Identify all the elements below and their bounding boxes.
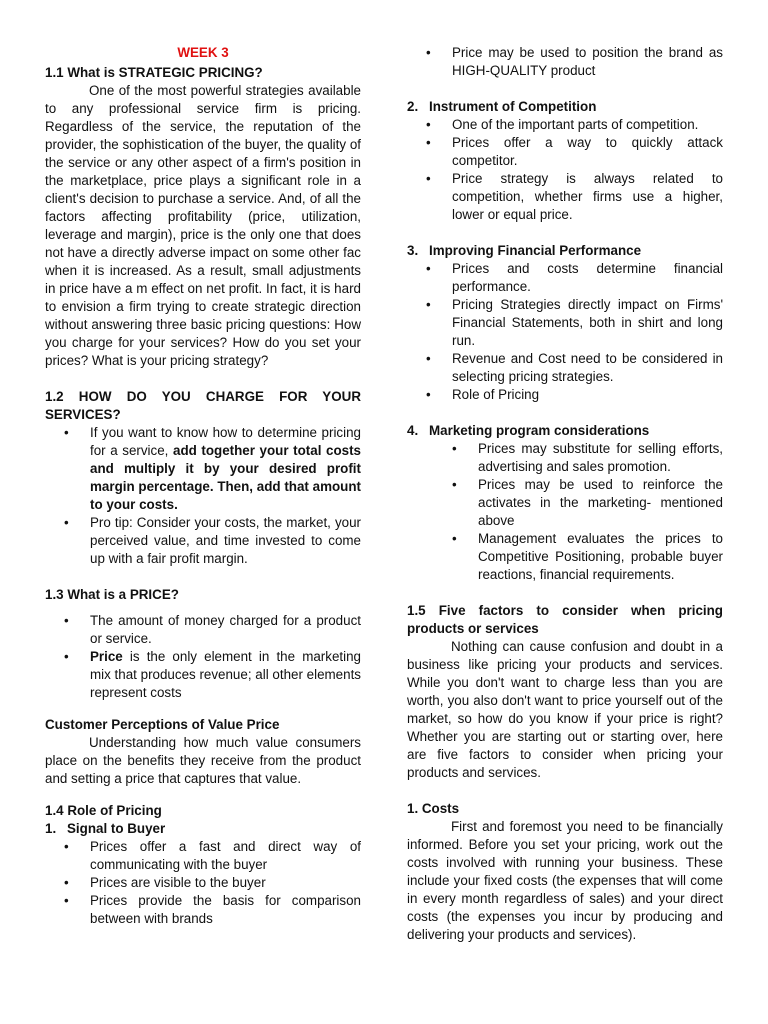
list-item: • If you want to know how to determine pricing for a service, add together your total costs and multiply it by your desired profit margin percentage. Then, add that amount to your costs. bbox=[90, 424, 361, 514]
customer-perceptions-heading: Customer Perceptions of Value Price bbox=[45, 717, 280, 732]
top-list bbox=[407, 44, 723, 80]
costs-body: First and foremost you need to be financially informed. Before you set your pricing, work out the costs involved with running your business. These include your fixed costs (the expenses that will come in every month regardless of sales) and your direct costs (the expenses you incur by producing and delivering your products and services). bbox=[407, 819, 723, 942]
list-item: • Role of Pricing bbox=[452, 386, 723, 404]
list-item: • Price is the only element in the marketing mix that produces revenue; all other elements represent costs bbox=[90, 648, 361, 702]
customer-perceptions-body: Understanding how much value consumers place on the benefits they receive from the product and setting a price that captures that value. bbox=[45, 735, 361, 786]
section-1-3-heading: 1.3 What is a PRICE? bbox=[45, 587, 179, 602]
marketing-program-list bbox=[407, 440, 723, 584]
list-item: • Pro tip: Consider your costs, the market, your perceived value, and time invested to come up with a fair profit margin. bbox=[90, 514, 361, 568]
costs-heading: 1. Costs bbox=[407, 801, 460, 816]
list-item: • Management evaluates the prices to Competitive Positioning, probable buyer reactions, financial requirements. bbox=[478, 530, 723, 584]
list-item: • Price may be used to position the brand as HIGH-QUALITY product bbox=[452, 44, 723, 80]
section-1-5-body: Nothing can cause confusion and doubt in a business like pricing your products and services. While you don't want to charge less than you are worth, you also don't want to price yourself out of the market, so how do you know if your price is right? Whether you are starting out or starting over, here are five factors to consider when pricing your products and services. bbox=[407, 639, 723, 780]
financial-performance-list bbox=[407, 260, 723, 404]
list-item: • Pricing Strategies directly impact on Firms' Financial Statements, both in shirt and long run. bbox=[452, 296, 723, 350]
list-item: • The amount of money charged for a product or service. bbox=[90, 612, 361, 648]
list-item: • Revenue and Cost need to be considered in selecting pricing strategies. bbox=[452, 350, 723, 386]
list-item: • Prices offer a way to quickly attack competitor. bbox=[452, 134, 723, 170]
section-1-1-body: One of the most powerful strategies available to any professional service firm is pricing. Regardless of the service, the reputation of the provider, the sophistication of the buyer, the quality of the service or any other aspect of a firm's position in the marketplace, price plays a significant role in a client's decision to purchase a service. And, of all the factors affecting profitability (price, utilization, leverage and margin), price is the only one that does not have a directly adverse impact on some other fac when it is increased. As a result, small adjustments in price have a m effect on net profit. In fact, it is hard to envision a firm trying to create strategic direction without answering three basic pricing questions: How you charge for your services? How do you set your prices? What is your pricing strategy? bbox=[45, 83, 361, 368]
signal-to-buyer-heading: 1. Signal to Buyer bbox=[45, 821, 166, 836]
section-1-2-list bbox=[45, 424, 361, 568]
marketing-program-heading: 4. Marketing program considerations bbox=[407, 423, 650, 438]
section-1-1-heading: 1.1 What is STRATEGIC PRICING? bbox=[45, 65, 263, 80]
list-item: • One of the important parts of competition. bbox=[452, 116, 723, 134]
list-item: • Prices and costs determine financial performance. bbox=[452, 260, 723, 296]
list-item: • Price strategy is always related to competition, whether firms use a higher, lower or equal price. bbox=[452, 170, 723, 224]
section-1-3-list bbox=[45, 612, 361, 702]
list-item: • Prices offer a fast and direct way of communicating with the buyer bbox=[90, 838, 361, 874]
instrument-of-competition-heading: 2. Instrument of Competition bbox=[407, 99, 597, 114]
section-1-5-heading: 1.5 Five factors to consider when pricing products or services bbox=[407, 603, 723, 636]
list-item: • Prices may be used to reinforce the activates in the marketing- mentioned above bbox=[478, 476, 723, 530]
financial-performance-heading: 3. Improving Financial Performance bbox=[407, 243, 642, 258]
section-1-2-heading: 1.2 HOW DO YOU CHARGE FOR YOUR SERVICES? bbox=[45, 389, 361, 422]
list-item: • Prices may substitute for selling efforts, advertising and sales promotion. bbox=[478, 440, 723, 476]
right-column bbox=[407, 44, 723, 944]
list-item: • Prices are visible to the buyer bbox=[90, 874, 361, 892]
list-item: • Prices provide the basis for comparison between with brands bbox=[90, 892, 361, 928]
instrument-of-competition-list bbox=[407, 116, 723, 224]
week-title: WEEK 3 bbox=[177, 45, 229, 60]
left-column bbox=[45, 44, 361, 928]
signal-to-buyer-list bbox=[45, 838, 361, 928]
section-1-4-heading: 1.4 Role of Pricing bbox=[45, 803, 162, 818]
